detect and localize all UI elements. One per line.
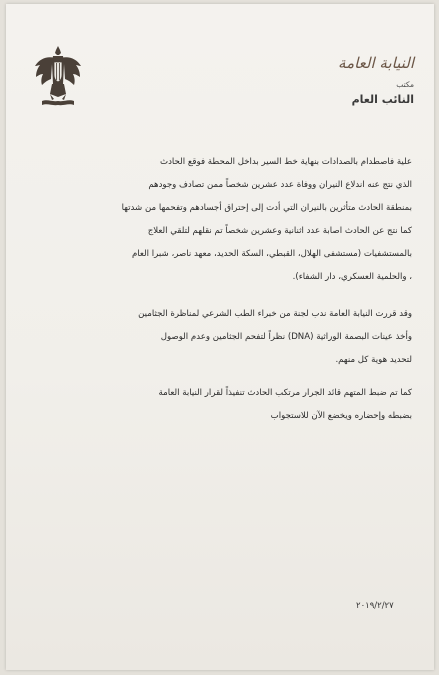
paragraph-1-line-6: ، والحلمية العسكري، دار الشفاء). xyxy=(292,272,412,282)
letterhead-name: النائب العام xyxy=(351,93,414,106)
paragraph-1-line-5: بالمستشفيات (مستشفى الهلال، القبطي، السكة الحديد، معهد ناصر، شبرا العام xyxy=(131,249,412,259)
paragraph-1-line-1: علية فاصطدام بالصدادات بنهاية خط السير بداخل المحطة فوقع الحادث xyxy=(160,157,412,167)
paragraph-3-line-1: كما تم ضبط المتهم قائد الجرار مرتكب الحادث تنفيذاً لقرار النيابة العامة xyxy=(158,388,412,398)
letterhead-title: النيابة العامة xyxy=(338,54,414,72)
document-body xyxy=(26,154,412,431)
document-date: ٢٠١٩/٢/٢٧ xyxy=(356,601,394,611)
paragraph-2-line-3: لتحديد هوية كل منهم. xyxy=(335,355,412,365)
paragraph-3-line-2: بضبطه وإحضاره ويخضع الآن للاستجواب xyxy=(270,411,412,421)
paragraph-2-line-2: وأخذ عينات البصمة الوراثية (DNA) نظراً لتفحم الجثامين وعدم الوصول xyxy=(160,332,412,342)
paragraph-1-line-2: الذي نتج عنه اندلاع النيران ووفاة عدد عشرين شخصاً ممن تصادف وجودهم xyxy=(148,180,412,190)
paragraph-2-line-1: وقد قررت النيابة العامة ندب لجنة من خبراء الطب الشرعي لمناظرة الجثامين xyxy=(138,309,412,319)
document-page xyxy=(6,4,434,670)
paragraph-1-line-4: كما نتج عن الحادث اصابة عدد اثنانية وعشرين شخصاً تم نقلهم لتلقي العلاج xyxy=(147,226,412,236)
eagle-emblem-icon xyxy=(32,44,84,110)
letterhead-office: مكتب xyxy=(396,80,414,89)
paragraph-1-line-3: بمنطقة الحادث متأثرين بالنيران التي أدت إلى إحتراق أجسادهم وتفحمها من شدتها xyxy=(121,203,412,213)
letterhead xyxy=(254,54,414,107)
